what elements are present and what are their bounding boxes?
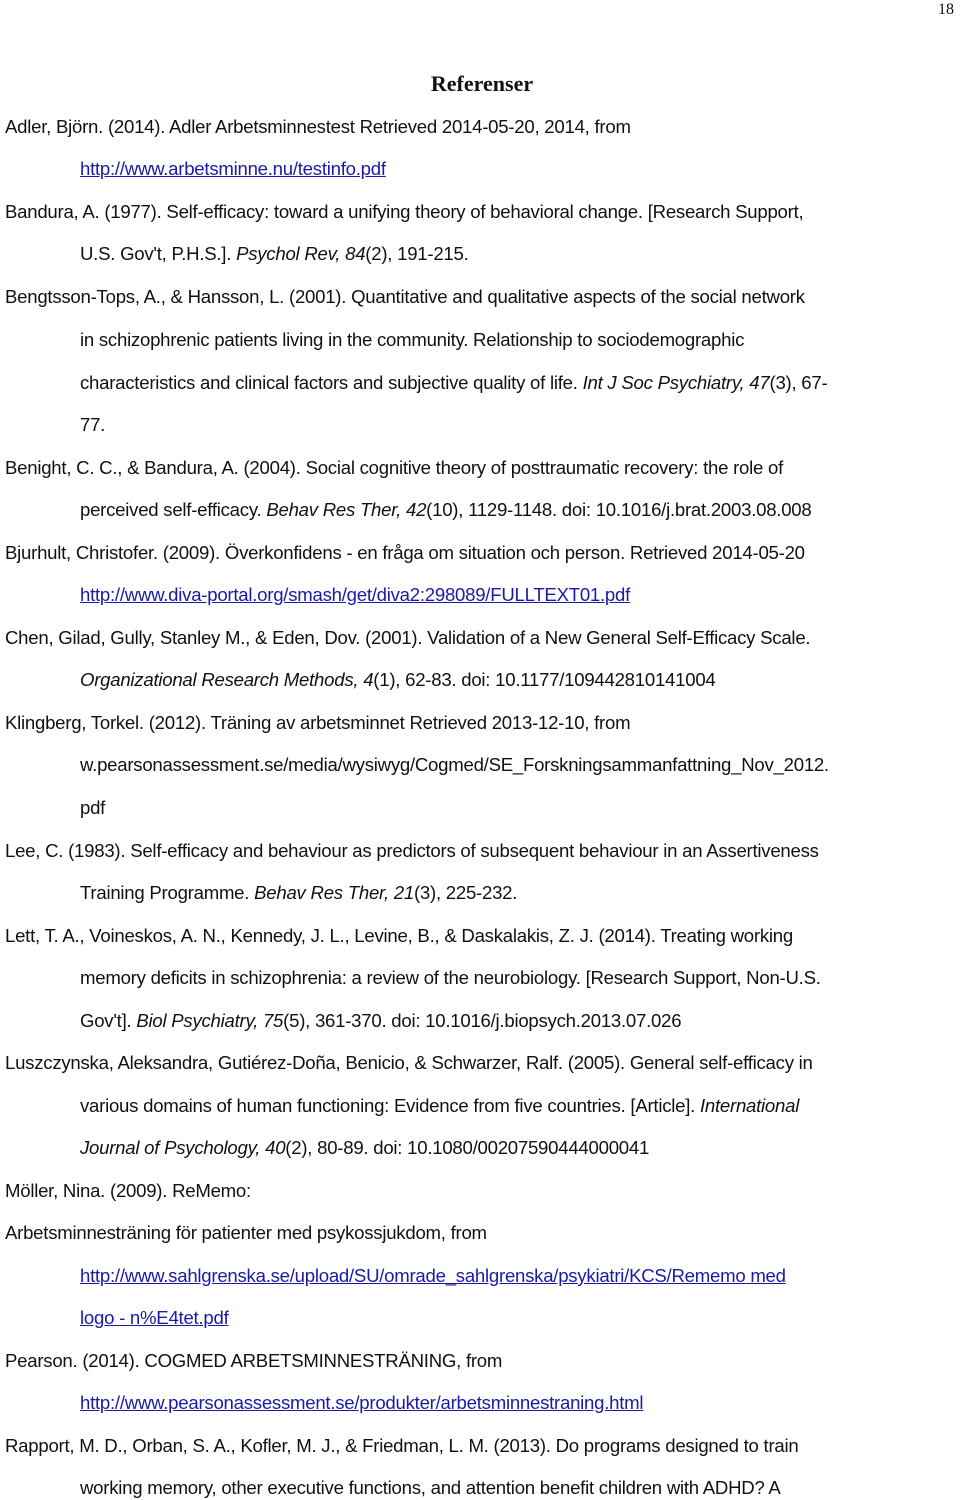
reference-chen: Chen, Gilad, Gully, Stanley M., & Eden, Dov. (2001). Validation of a New General Self-Efficacy Scale. bbox=[5, 627, 811, 648]
journal-title: Organizational Research Methods, 4 bbox=[80, 669, 374, 690]
references-heading: Referenser bbox=[430, 71, 534, 96]
reference-url-link[interactable]: http://www.pearsonassessment.se/produkter/arbetsminnestraning.html bbox=[80, 1392, 644, 1413]
reference-line: memory deficits in schizophrenia: a review of the neurobiology. [Research Support, Non-U.S. bbox=[80, 967, 821, 988]
reference-line: 77. bbox=[80, 414, 106, 435]
reference-link bbox=[80, 157, 386, 181]
reference-line: Journal of Psychology, 40(2), 80-89. doi: 10.1080/00207590444000041 bbox=[80, 1137, 650, 1158]
reference-line: perceived self-efficacy. Behav Res Ther, 42(10), 1129-1148. doi: 10.1016/j.brat.2003.08.008 bbox=[80, 499, 812, 520]
reference-adler: Adler, Björn. (2014). Adler Arbetsminnestest Retrieved 2014-05-20, 2014, from bbox=[5, 116, 631, 137]
reference-line: various domains of human functioning: Evidence from five countries. [Article]. International bbox=[80, 1095, 800, 1116]
journal-title: Psychol Rev, 84 bbox=[236, 243, 366, 264]
journal-title: Biol Psychiatry, 75 bbox=[136, 1010, 284, 1031]
journal-title: Journal of Psychology, 40 bbox=[80, 1137, 286, 1158]
reference-pearson: Pearson. (2014). COGMED ARBETSMINNESTRÄNING, from bbox=[5, 1350, 503, 1371]
reference-line: Gov't]. Biol Psychiatry, 75(5), 361-370. doi: 10.1016/j.biopsych.2013.07.026 bbox=[80, 1010, 682, 1031]
journal-title: International bbox=[699, 1095, 800, 1116]
reference-link bbox=[80, 1264, 786, 1288]
reference-rapport: Rapport, M. D., Orban, S. A., Kofler, M. J., & Friedman, L. M. (2013). Do programs designed to train bbox=[5, 1435, 799, 1456]
reference-line: Arbetsminnesträning för patienter med psykossjukdom, from bbox=[5, 1222, 487, 1243]
reference-line: pdf bbox=[80, 797, 106, 818]
page-number: 18 bbox=[938, 1, 954, 18]
reference-link bbox=[80, 1391, 643, 1415]
reference-luszczynska: Luszczynska, Aleksandra, Gutiérez-Doña, Benicio, & Schwarzer, Ralf. (2005). General self-efficacy in bbox=[5, 1052, 813, 1073]
reference-url-link-continued[interactable]: logo - n%E4tet.pdf bbox=[80, 1307, 229, 1328]
reference-bengtsson-tops: Bengtsson-Tops, A., & Hansson, L. (2001). Quantitative and qualitative aspects of the social network bbox=[5, 286, 805, 307]
reference-klingberg: Klingberg, Torkel. (2012). Träning av arbetsminnet Retrieved 2013-12-10, from bbox=[5, 712, 631, 733]
journal-title: Behav Res Ther, 21 bbox=[254, 882, 414, 903]
reference-bandura-1977: Bandura, A. (1977). Self-efficacy: toward a unifying theory of behavioral change. [Research Support, bbox=[5, 201, 804, 222]
reference-url-link[interactable]: http://www.arbetsminne.nu/testinfo.pdf bbox=[80, 158, 386, 179]
reference-line: working memory, other executive functions, and attention benefit children with ADHD? A bbox=[80, 1477, 781, 1498]
reference-link bbox=[80, 1306, 228, 1330]
reference-line: U.S. Gov't, P.H.S.]. Psychol Rev, 84(2), 191-215. bbox=[80, 243, 469, 264]
reference-line: characteristics and clinical factors and subjective quality of life. Int J Soc Psychiatry, 47(3), 67- bbox=[80, 372, 828, 393]
reference-link bbox=[80, 583, 630, 607]
reference-line: in schizophrenic patients living in the community. Relationship to sociodemographic bbox=[80, 329, 745, 350]
reference-line: w.pearsonassessment.se/media/wysiwyg/Cogmed/SE_Forskningsammanfattning_Nov_2012. bbox=[80, 754, 829, 775]
reference-line: Training Programme. Behav Res Ther, 21(3), 225-232. bbox=[80, 882, 518, 903]
reference-bjurhult: Bjurhult, Christofer. (2009). Överkonfidens - en fråga om situation och person. Retrieved 2014-05-20 bbox=[5, 542, 805, 563]
reference-line: Organizational Research Methods, 4(1), 62-83. doi: 10.1177/109442810141004 bbox=[80, 669, 716, 690]
reference-lee: Lee, C. (1983). Self-efficacy and behaviour as predictors of subsequent behaviour in an Assertiveness bbox=[5, 840, 819, 861]
journal-title: Behav Res Ther, 42 bbox=[266, 499, 427, 520]
journal-title: Int J Soc Psychiatry, 47 bbox=[582, 372, 770, 393]
reference-moller: Möller, Nina. (2009). ReMemo: bbox=[5, 1180, 251, 1201]
reference-lett: Lett, T. A., Voineskos, A. N., Kennedy, J. L., Levine, B., & Daskalakis, Z. J. (2014). Treating working bbox=[5, 925, 793, 946]
reference-url-link[interactable]: http://www.sahlgrenska.se/upload/SU/omrade_sahlgrenska/psykiatri/KCS/Rememo med bbox=[80, 1265, 786, 1286]
reference-benight: Benight, C. C., & Bandura, A. (2004). Social cognitive theory of posttraumatic recovery: the role of bbox=[5, 457, 784, 478]
reference-url-link[interactable]: http://www.diva-portal.org/smash/get/diva2:298089/FULLTEXT01.pdf bbox=[80, 584, 631, 605]
